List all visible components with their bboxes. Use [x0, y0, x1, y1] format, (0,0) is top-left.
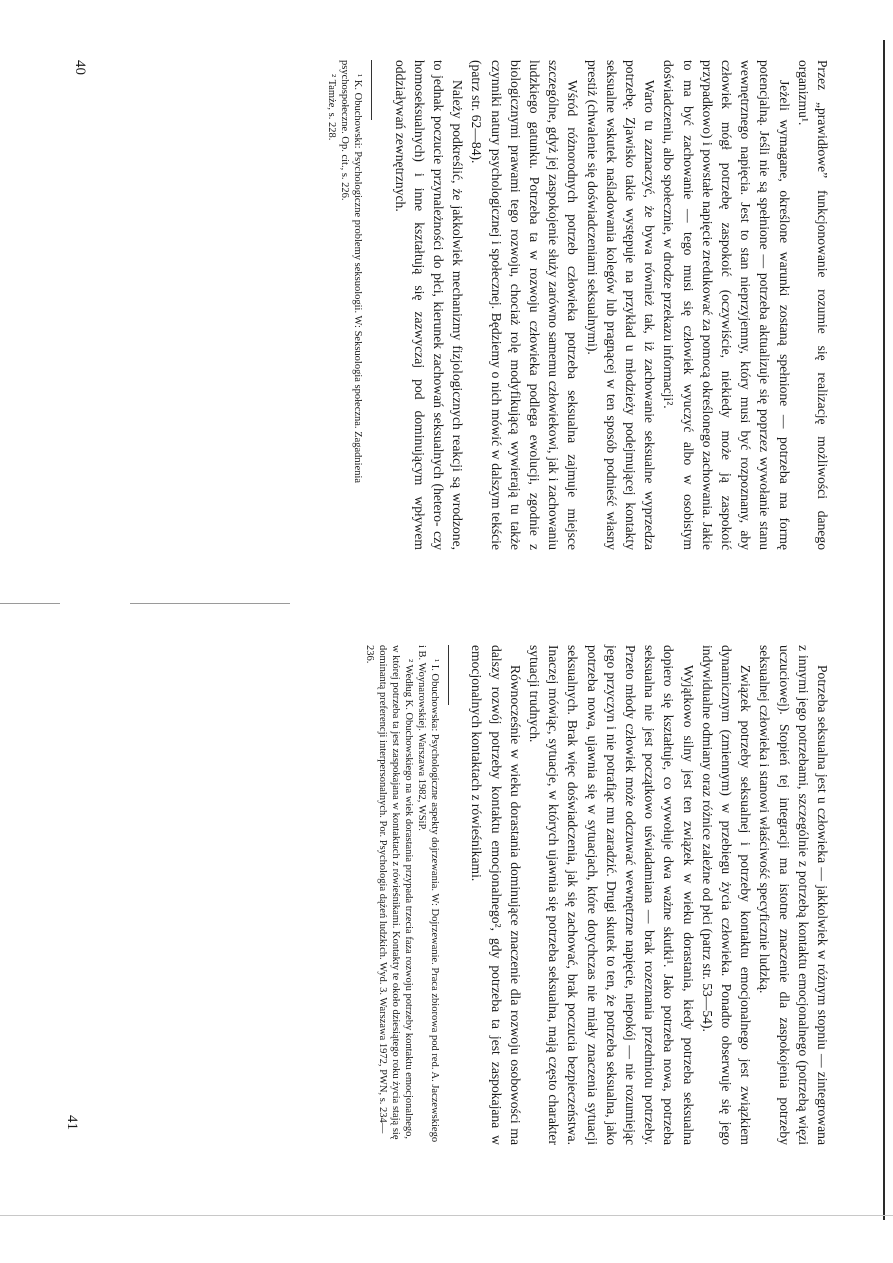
page-40-footnotes	[325, 60, 372, 550]
footnote-rule	[371, 60, 372, 120]
scan-bottom-line	[0, 1215, 893, 1216]
page-41-footnotes	[363, 645, 449, 1145]
page-41-body	[467, 645, 832, 1145]
footnote: ² Według K. Obuchowskiego na wiek dorastania przypada trzecia faza rozwoju potrzeby kontaktu emocjonalnego, w której potrzeba ta jest zaspokajana w kontaktach z rówieśnikami. Kontakty te około dziesiątego roku życia stają się dominantą preferencji interpersonalnych. Por. Psychologia dążeń ludzkich. Wyd. 3. Warszawa 1972, PWN, s. 234—236.	[364, 645, 415, 1140]
fold-mark	[130, 603, 290, 604]
page-41	[64, 645, 832, 1145]
paragraph: Potrzeba seksualna jest u człowieka — jakkolwiek w różnym stopniu — zintegrowana z innymi jego potrzebami, szczególnie z potrzebą kontaktu emocjonalnego (potrzebą więzi uczuciowej). Stopień tej integracji ma istotne znaczenie dla zaspokojenia potrzeby seksualnej człowieka i stanowi właściwość specyficznie ludzką.	[757, 645, 830, 1145]
fold-mark	[0, 603, 60, 604]
footnote: ² Tamże, s. 228.	[326, 74, 338, 141]
page-40-body	[390, 60, 832, 550]
paragraph: Wśród różnorodnych potrzeb człowieka potrzeba seksualna zajmuje miejsce szczególne, gdyż jej zaspokojenie służy zarówno samemu człowiekowi, jak i zachowaniu ludzkiego gatunku. Potrzeba ta w rozwoju człowieka podlega ewolucji, zgodnie z biologicznymi prawami tego rozwoju, chociaż rolę modyfikującą wywierają tu także czynniki natury psychologicznej i społecznej. Będziemy o nich mówić w dalszym tekście (patrz str. 62—84).	[469, 60, 581, 550]
paragraph: Przez „prawidłowe” funkcjonowanie rozumie się realizację możliwości danego organizmu¹.	[795, 60, 830, 550]
footnote: ¹ I. Obuchowska: Psychologiczne aspekty dojrzewania. W: Dojrzewanie. Praca zbiorowa pod red. A. Jaczewskiego i B. Woynarowskiej. Warszawa 1982, WSiP.	[416, 645, 441, 1143]
scan-edge	[883, 40, 885, 1220]
paragraph: Warto tu zaznaczyć, że bywa również tak, iż zachowanie seksualne wyprzedza potrzebę. Zjawisko takie występuje na przykład u młodzieży podejmującej kontakty seksualne wskutek naśladowania kolegów lub pragnącej w ten sposób podnieść własny prestiż (chwalenie się doświadczeniami seksualnymi).	[584, 60, 658, 550]
footnote: ¹ K. Obuchowski: Psychologiczne problemy seksuologii. W: Seksuologia społeczna. Zagadnienia psychospołeczne. Op. cit., s. 226.	[339, 60, 364, 484]
page-40	[72, 60, 832, 550]
page-number: 41	[64, 1115, 80, 1130]
paragraph: Związek potrzeby seksualnej i potrzeby kontaktu emocjonalnego jest związkiem dynamicznym (zmiennym) w przebiegu życia człowieka. Ponadto obserwuje się jego indywidualne odmiany oraz różnice zależne od płci (patrz str. 53—54).	[699, 645, 754, 1145]
page-number: 40	[72, 60, 88, 75]
paragraph: Należy podkreślić, że jakkolwiek mechanizmy fizjologicznych reakcji są wrodzone, to jednak poczucie przynależności do płci, kierunek zachowań seksualnych (hetero- czy homoseksualnych) i inne kształtują się zazwyczaj pod dominującym wpływem oddziaływań zewnętrznych.	[392, 60, 466, 550]
paragraph: Wyjątkowo silny jest ten związek w wieku dorastania, kiedy potrzeba seksualna dopiero się kształtuje, co wywołuje dwa ważne skutki¹. Jako potrzeba nowa, potrzeba seksualna nie jest początkowo uświadamiana — brak rozeznania przedmiotu potrzeby. Przeto młody człowiek może odczuwać wewnętrzne napięcie, niepokój — nie rozumiejąc jego przyczyn i nie potrafiąc mu zaradzić. Drugi skutek to ten, że potrzeba seksualna, jako potrzeba nowa, ujawnia się w sytuacjach, które dotychczas nie miały znaczenia sytuacji seksualnych. Brak więc doświadczenia, jak się zachować, brak poczucia bezpieczeństwa. Inaczej mówiąc, sytuacje, w których ujawnia się potrzeba seksualna, mają często charakter sytuacji trudnych.	[526, 645, 696, 1145]
paragraph: Jeżeli wymagane, określone warunki zostaną spełnione — potrzeba ma formę potencjalną. Jeśli nie są spełnione — potrzeba aktualizuje się poprzez wywołanie stanu wewnętrznego napięcia. Jest to stan nieprzyjemny, który musi być rozpoznany, aby człowiek mógł potrzebę zaspokoić (oczywiście, niekiedy może ją zaspokoić przypadkowo) i powstałe napięcie zredukować za pomocą określonego zachowania. Jakie to ma być zachowanie — tego musi się człowiek wyuczyć albo w osobistym doświadczeniu, albo społecznie, w drodze przekazu informacji².	[661, 60, 792, 550]
footnote-rule	[448, 645, 449, 705]
paragraph: Równocześnie w wieku dorastania dominujące znaczenie dla rozwoju osobowości ma dalszy rozwój potrzeby kontaktu emocjonalnego², gdy potrzeba ta jest zaspokajana w emocjonalnych kontaktach z rówieśnikami.	[469, 645, 523, 1145]
